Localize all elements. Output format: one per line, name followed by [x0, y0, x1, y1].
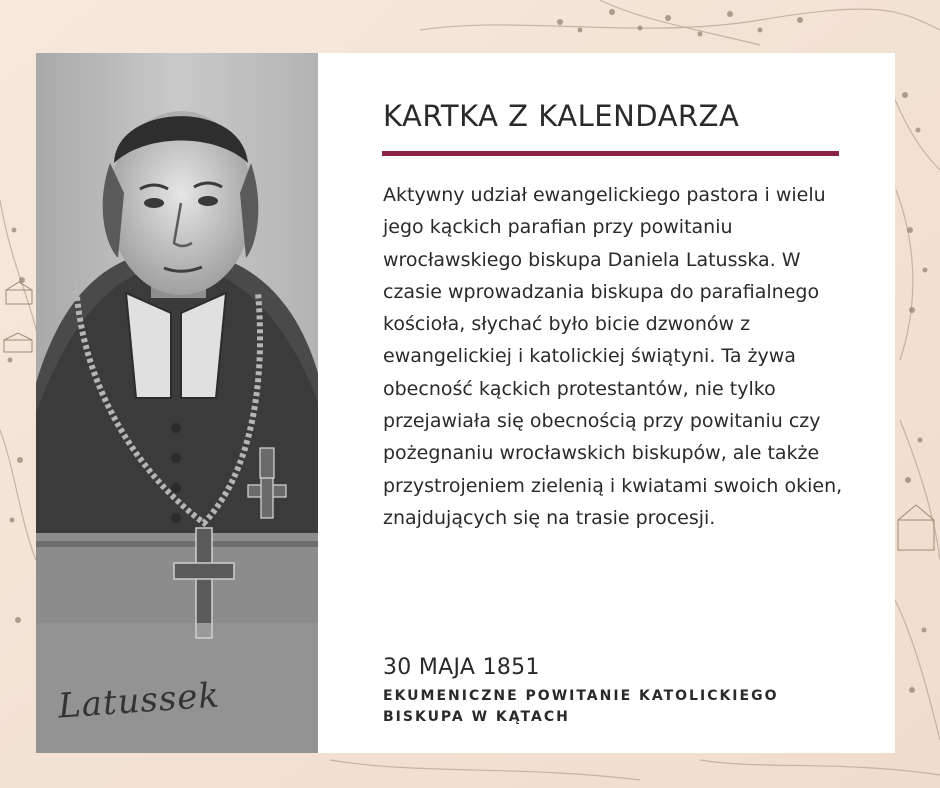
- event-subtitle: EKUMENICZNE POWITANIE KATOLICKIEGO BISKUPA W KĄTACH: [383, 688, 779, 725]
- title-divider: [382, 151, 839, 156]
- card-title: KARTKA Z KALENDARZA: [383, 99, 740, 133]
- event-date: 30 MAJA 1851: [383, 655, 540, 680]
- signature: Latussek: [56, 675, 222, 727]
- bishop-portrait: [36, 53, 318, 753]
- card-body-text: Aktywny udział ewangelickiego pastora i wielu jego kąckich parafian przy powitaniu wrocławskiego biskupa Daniela Latusska. W czasie wprowadzania biskupa do parafialnego kościoła, słychać było bicie dzwonów z ewangelickiej i katolickiej świątyni. Ta żywa obecność kąckich protestantów, nie tylko przejawiała się obecnością przy powitaniu czy pożegnaniu wrocławskich biskupów, ale także przystrojeniem zielenią i kwiatami swoich okien, znajdujących się na trasie procesji.: [383, 184, 843, 529]
- portrait-illustration: [36, 53, 318, 753]
- calendar-card: [318, 53, 895, 753]
